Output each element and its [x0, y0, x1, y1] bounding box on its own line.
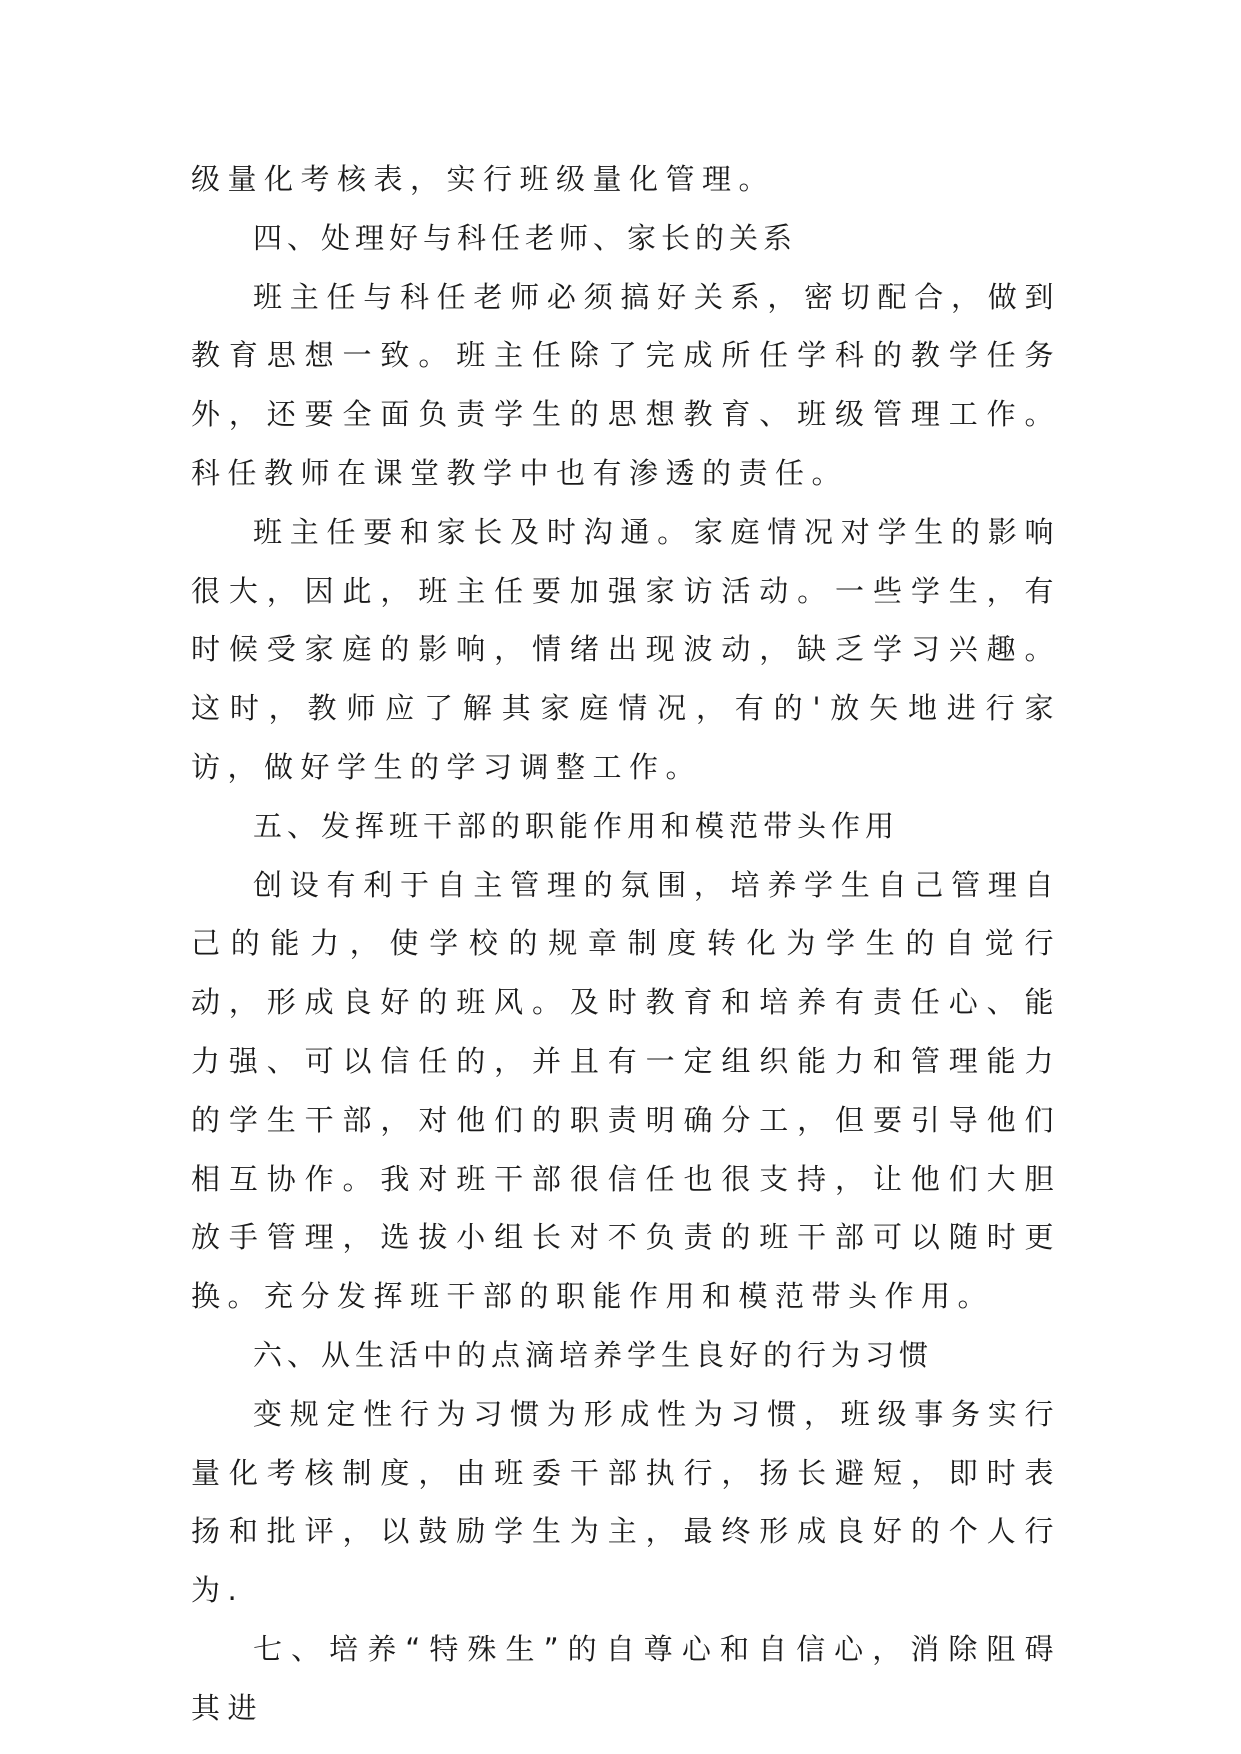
- section-heading-four: 四、处理好与科任老师、家长的关系: [253, 220, 798, 255]
- paragraph-section-seven: 七、培养“特殊生”的自尊心和自信心，消除阻碍其进: [191, 1631, 1061, 1725]
- paragraph-parent-communication: 班主任要和家长及时沟通。家庭情况对学生的影响很大，因此，班主任要加强家访活动。一些学生，有时候受家庭的影响，情绪出现波动，缺乏学习兴趣。这时，教师应了解其家庭情况，有的'放矢地进行家访，做好学生的学习调整工作。: [191, 514, 1061, 784]
- paragraph-continuation: 级量化考核表，实行班级量化管理。: [191, 162, 776, 196]
- section-heading-six: 六、从生活中的点滴培养学生良好的行为习惯: [253, 1337, 934, 1372]
- section-heading-five: 五、发挥班干部的职能作用和模范带头作用: [253, 808, 900, 843]
- paragraph-teacher-relations: 班主任与科任老师必须搞好关系，密切配合，做到教育思想一致。班主任除了完成所任学科的教学任务外，还要全面负责学生的思想教育、班级管理工作。科任教师在课堂教学中也有渗透的责任。: [191, 279, 1061, 490]
- paragraph-behavior-habits: 变规定性行为习惯为形成性为习惯，班级事务实行量化考核制度，由班委干部执行，扬长避短，即时表扬和批评，以鼓励学生为主，最终形成良好的个人行为.: [191, 1396, 1061, 1608]
- document-page: [191, 150, 1061, 1738]
- paragraph-class-cadres: 创设有利于自主管理的氛围，培养学生自己管理自己的能力，使学校的规章制度转化为学生的自觉行动，形成良好的班风。及时教育和培养有责任心、能力强、可以信任的，并且有一定组织能力和管理能力的学生干部，对他们的职责明确分工，但要引导他们相互协作。我对班干部很信任也很支持，让他们大胆放手管理，选拔小组长对不负责的班干部可以随时更换。充分发挥班干部的职能作用和模范带头作用。: [191, 867, 1061, 1314]
